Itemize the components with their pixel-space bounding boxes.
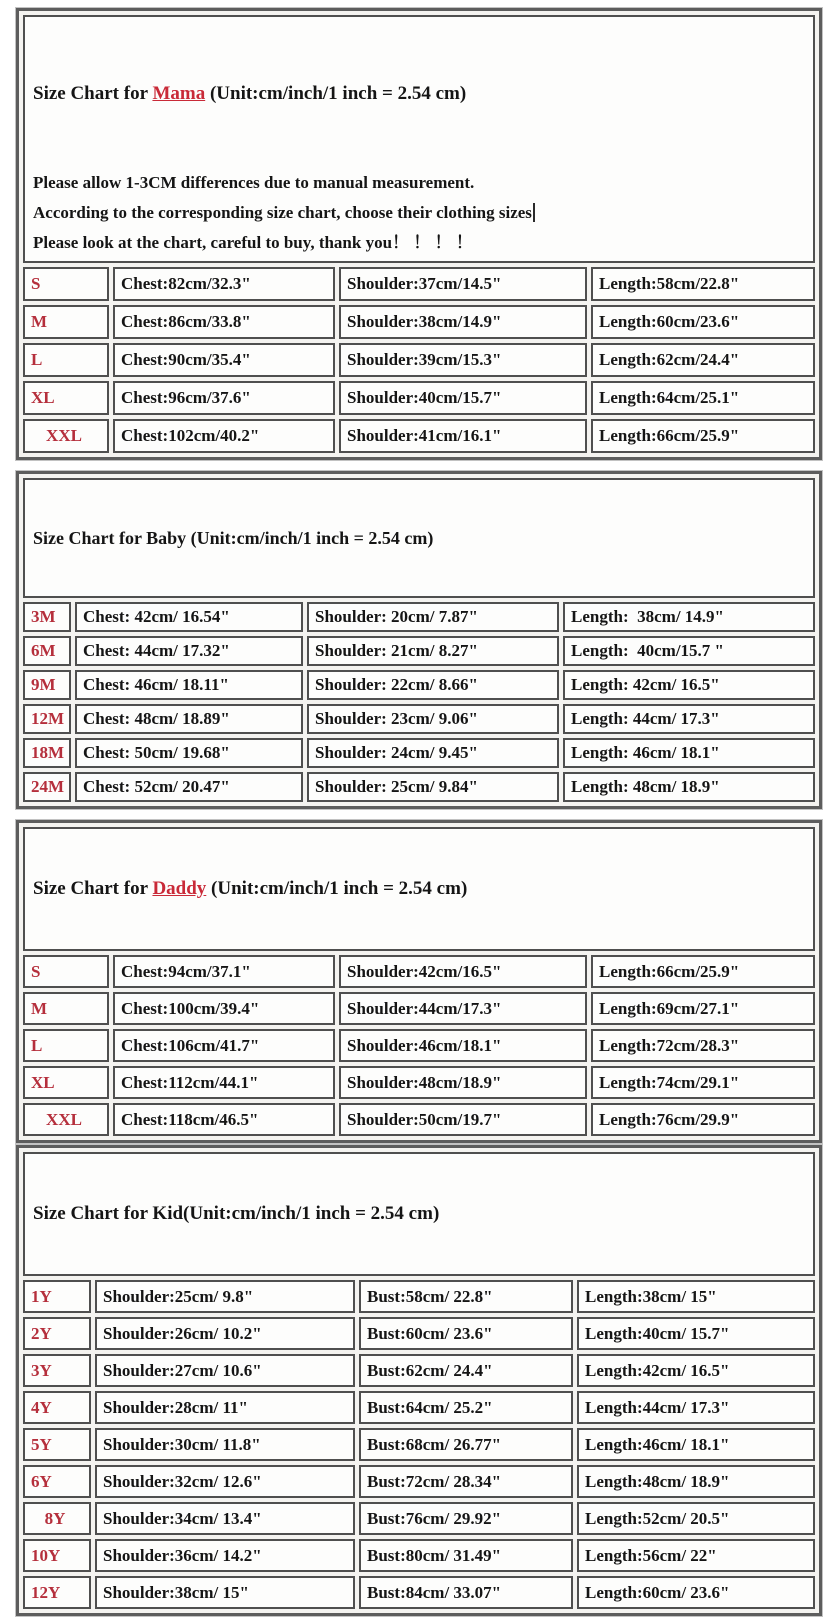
size-label-cell: 3Y	[23, 1354, 91, 1387]
measurement-cell: Bust:68cm/ 26.77"	[359, 1428, 573, 1461]
measurement-cell: Length:62cm/24.4"	[591, 343, 815, 377]
measurement-cell: Shoulder: 24cm/ 9.45"	[307, 738, 559, 768]
section-title-cell	[23, 478, 815, 598]
size-row	[23, 1539, 815, 1572]
section-title	[33, 80, 805, 108]
measurement-cell: Length:69cm/27.1"	[591, 992, 815, 1025]
section-title	[33, 1200, 805, 1228]
size-row	[23, 636, 815, 666]
title-text: Size Chart for	[33, 878, 153, 899]
measurement-cell: Chest:112cm/44.1"	[113, 1066, 335, 1099]
title-text: Size Chart for Baby (Unit:cm/inch/1 inch = 2.54 cm)	[33, 528, 434, 548]
size-row	[23, 955, 815, 988]
title-row	[23, 15, 815, 263]
size-row	[23, 992, 815, 1025]
section-title-cell	[23, 15, 815, 263]
measurement-cell: Chest:106cm/41.7"	[113, 1029, 335, 1062]
measurement-cell: Bust:64cm/ 25.2"	[359, 1391, 573, 1424]
size-label-cell: 2Y	[23, 1317, 91, 1350]
size-chart-section-daddy	[16, 820, 824, 1143]
measurement-cell: Shoulder:38cm/ 15"	[95, 1576, 355, 1609]
measurement-cell: Shoulder:26cm/ 10.2"	[95, 1317, 355, 1350]
size-row	[23, 1502, 815, 1535]
section-title-cell	[23, 827, 815, 951]
size-label-cell: XXL	[23, 419, 109, 453]
measurement-cell: Shoulder: 20cm/ 7.87"	[307, 602, 559, 632]
measurement-cell: Bust:58cm/ 22.8"	[359, 1280, 573, 1313]
measurement-cell: Bust:62cm/ 24.4"	[359, 1354, 573, 1387]
size-label-cell: 10Y	[23, 1539, 91, 1572]
measurement-cell: Chest:100cm/39.4"	[113, 992, 335, 1025]
measurement-cell: Chest: 46cm/ 18.11"	[75, 670, 303, 700]
measurement-cell: Length: 42cm/ 16.5"	[563, 670, 815, 700]
measurement-cell: Shoulder:34cm/ 13.4"	[95, 1502, 355, 1535]
measurement-cell: Chest: 52cm/ 20.47"	[75, 772, 303, 802]
note-line: According to the corresponding size chart, choose their clothing sizes	[33, 198, 805, 228]
size-row	[23, 1066, 815, 1099]
size-row	[23, 343, 815, 377]
measurement-cell: Bust:80cm/ 31.49"	[359, 1539, 573, 1572]
size-label-cell: 12M	[23, 704, 71, 734]
size-chart-section-mama	[16, 8, 824, 460]
title-text: (Unit:cm/inch/1 inch = 2.54 cm)	[206, 878, 468, 899]
measurement-cell: Shoulder:46cm/18.1"	[339, 1029, 587, 1062]
title-highlight: Mama	[152, 83, 206, 104]
measurement-cell: Shoulder:39cm/15.3"	[339, 343, 587, 377]
size-label-cell: S	[23, 955, 109, 988]
measurement-cell: Length: 48cm/ 18.9"	[563, 772, 815, 802]
measurement-cell: Bust:84cm/ 33.07"	[359, 1576, 573, 1609]
size-row	[23, 1103, 815, 1136]
measurement-cell: Shoulder: 22cm/ 8.66"	[307, 670, 559, 700]
measurement-cell: Chest:94cm/37.1"	[113, 955, 335, 988]
size-row	[23, 1354, 815, 1387]
measurement-cell: Shoulder:42cm/16.5"	[339, 955, 587, 988]
measurement-cell: Chest: 48cm/ 18.89"	[75, 704, 303, 734]
measurement-cell: Shoulder:48cm/18.9"	[339, 1066, 587, 1099]
size-table	[16, 1145, 822, 1616]
title-row	[23, 1152, 815, 1276]
size-label-cell: M	[23, 305, 109, 339]
measurement-cell: Length: 40cm/15.7 "	[563, 636, 815, 666]
measurement-cell: Length:64cm/25.1"	[591, 381, 815, 415]
measurement-cell: Length: 46cm/ 18.1"	[563, 738, 815, 768]
measurement-cell: Length:72cm/28.3"	[591, 1029, 815, 1062]
measurement-cell: Chest:118cm/46.5"	[113, 1103, 335, 1136]
measurement-cell: Length: 38cm/ 14.9"	[563, 602, 815, 632]
measurement-cell: Chest:96cm/37.6"	[113, 381, 335, 415]
measurement-cell: Length:48cm/ 18.9"	[577, 1465, 815, 1498]
measurement-cell: Length:42cm/ 16.5"	[577, 1354, 815, 1387]
size-row	[23, 1465, 815, 1498]
size-row	[23, 772, 815, 802]
title-highlight: Daddy	[152, 878, 207, 899]
measurement-cell: Shoulder:37cm/14.5"	[339, 267, 587, 301]
measurement-cell: Shoulder:44cm/17.3"	[339, 992, 587, 1025]
size-row	[23, 267, 815, 301]
measurement-cell: Chest: 44cm/ 17.32"	[75, 636, 303, 666]
size-chart-section-kid	[16, 1145, 824, 1616]
size-row	[23, 305, 815, 339]
size-label-cell: S	[23, 267, 109, 301]
measurement-cell: Chest:86cm/33.8"	[113, 305, 335, 339]
measurement-cell: Bust:60cm/ 23.6"	[359, 1317, 573, 1350]
measurement-cell: Shoulder:38cm/14.9"	[339, 305, 587, 339]
measurement-cell: Length:60cm/ 23.6"	[577, 1576, 815, 1609]
size-label-cell: 9M	[23, 670, 71, 700]
title-row	[23, 827, 815, 951]
size-table	[16, 471, 822, 809]
size-label-cell: 12Y	[23, 1576, 91, 1609]
measurement-cell: Shoulder:25cm/ 9.8"	[95, 1280, 355, 1313]
title-text: (Unit:cm/inch/1 inch = 2.54 cm)	[205, 83, 467, 104]
size-table	[16, 820, 822, 1143]
size-label-cell: XL	[23, 381, 109, 415]
size-table	[16, 8, 822, 460]
measurement-cell: Shoulder:40cm/15.7"	[339, 381, 587, 415]
measurement-cell: Length: 44cm/ 17.3"	[563, 704, 815, 734]
size-row	[23, 419, 815, 453]
measurement-cell: Chest:82cm/32.3"	[113, 267, 335, 301]
measurement-cell: Shoulder:28cm/ 11"	[95, 1391, 355, 1424]
size-label-cell: L	[23, 343, 109, 377]
measurement-cell: Shoulder:50cm/19.7"	[339, 1103, 587, 1136]
size-label-cell: 6M	[23, 636, 71, 666]
measurement-cell: Chest:102cm/40.2"	[113, 419, 335, 453]
size-row	[23, 704, 815, 734]
size-label-cell: XL	[23, 1066, 109, 1099]
measurement-cell: Shoulder:30cm/ 11.8"	[95, 1428, 355, 1461]
measurement-cell: Length:58cm/22.8"	[591, 267, 815, 301]
measurement-cell: Chest: 42cm/ 16.54"	[75, 602, 303, 632]
measurement-cell: Shoulder: 25cm/ 9.84"	[307, 772, 559, 802]
measurement-cell: Length:60cm/23.6"	[591, 305, 815, 339]
size-row	[23, 1280, 815, 1313]
size-row	[23, 1317, 815, 1350]
title-row	[23, 478, 815, 598]
size-label-cell: 8Y	[23, 1502, 91, 1535]
section-title	[33, 875, 805, 903]
size-row	[23, 602, 815, 632]
sections-root	[16, 8, 824, 1616]
title-text: Size Chart for	[33, 83, 153, 104]
size-label-cell: 1Y	[23, 1280, 91, 1313]
measurement-cell: Shoulder:27cm/ 10.6"	[95, 1354, 355, 1387]
measurement-cell: Shoulder: 21cm/ 8.27"	[307, 636, 559, 666]
measurement-cell: Chest:90cm/35.4"	[113, 343, 335, 377]
size-label-cell: L	[23, 1029, 109, 1062]
size-label-cell: 5Y	[23, 1428, 91, 1461]
measurement-cell: Length:76cm/29.9"	[591, 1103, 815, 1136]
size-label-cell: 18M	[23, 738, 71, 768]
size-label-cell: M	[23, 992, 109, 1025]
measurement-cell: Length:38cm/ 15"	[577, 1280, 815, 1313]
section-title	[33, 524, 805, 552]
measurement-cell: Length:66cm/25.9"	[591, 955, 815, 988]
size-chart-section-baby	[16, 471, 824, 809]
note-line: Please look at the chart, careful to buy, thank you！ ！ ！ ！	[33, 233, 473, 252]
measurement-cell: Length:44cm/ 17.3"	[577, 1391, 815, 1424]
measurement-cell: Shoulder:32cm/ 12.6"	[95, 1465, 355, 1498]
size-label-cell: 4Y	[23, 1391, 91, 1424]
size-label-cell: 24M	[23, 772, 71, 802]
measurement-cell: Length:56cm/ 22"	[577, 1539, 815, 1572]
title-text: Size Chart for Kid(Unit:cm/inch/1 inch = 2.54 cm)	[33, 1203, 440, 1224]
section-title-cell	[23, 1152, 815, 1276]
text-caret	[533, 203, 535, 222]
size-row	[23, 1029, 815, 1062]
measurement-cell: Shoulder:36cm/ 14.2"	[95, 1539, 355, 1572]
measurement-cell: Bust:76cm/ 29.92"	[359, 1502, 573, 1535]
measurement-cell: Length:52cm/ 20.5"	[577, 1502, 815, 1535]
measurement-cell: Length:40cm/ 15.7"	[577, 1317, 815, 1350]
size-row	[23, 670, 815, 700]
measurement-cell: Length:66cm/25.9"	[591, 419, 815, 453]
size-label-cell: XXL	[23, 1103, 109, 1136]
measurement-cell: Shoulder: 23cm/ 9.06"	[307, 704, 559, 734]
size-label-cell: 3M	[23, 602, 71, 632]
measurement-cell: Chest: 50cm/ 19.68"	[75, 738, 303, 768]
size-row	[23, 738, 815, 768]
size-row	[23, 1391, 815, 1424]
measurement-cell: Shoulder:41cm/16.1"	[339, 419, 587, 453]
size-row	[23, 1428, 815, 1461]
size-row	[23, 1576, 815, 1609]
size-label-cell: 6Y	[23, 1465, 91, 1498]
size-row	[23, 381, 815, 415]
measurement-cell: Length:46cm/ 18.1"	[577, 1428, 815, 1461]
measurement-cell: Length:74cm/29.1"	[591, 1066, 815, 1099]
note-line: Please allow 1-3CM differences due to manual measurement.	[33, 173, 475, 192]
measurement-cell: Bust:72cm/ 28.34"	[359, 1465, 573, 1498]
